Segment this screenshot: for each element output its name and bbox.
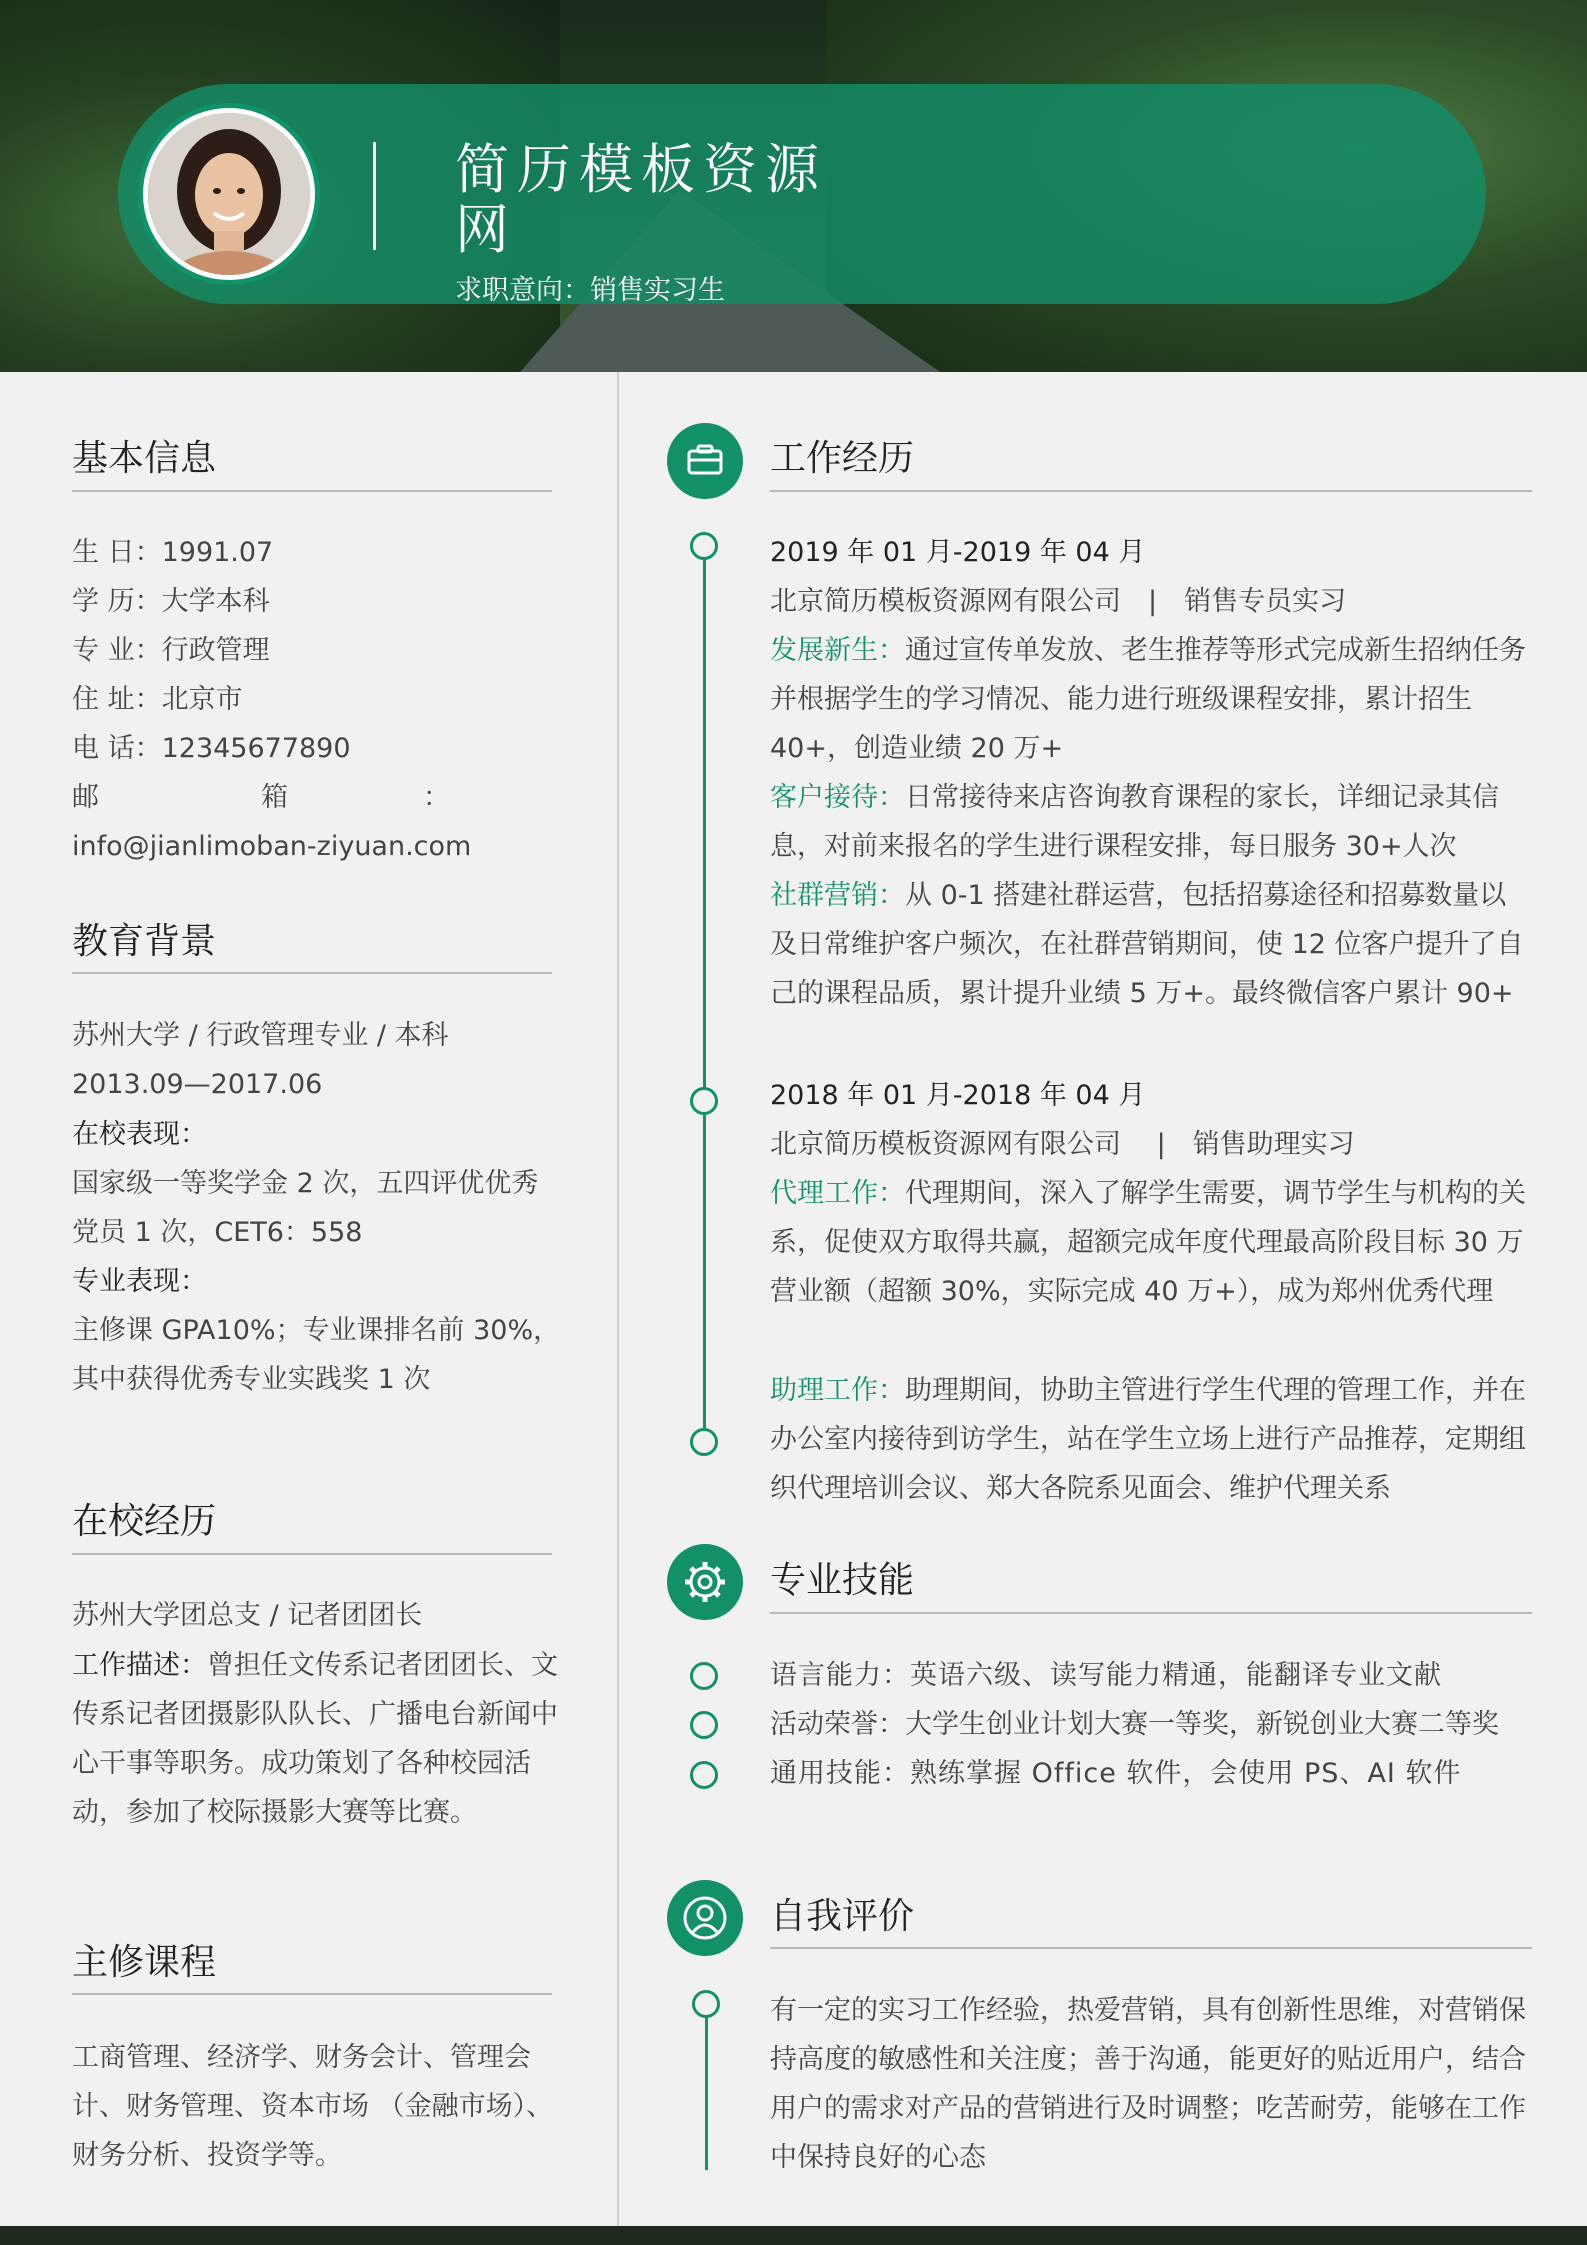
- section-divider: [72, 1993, 552, 1995]
- job1-item3-key: 社群营销：: [770, 880, 905, 911]
- section-divider: [72, 972, 552, 974]
- edu-school: 苏州大学 / 行政管理专业 / 本科: [72, 1020, 449, 1051]
- section-divider: [72, 490, 552, 492]
- basic-birth: 生 日：1991.07: [72, 537, 274, 568]
- job2-date: 2018 年 01 月-2018 年 04 月: [770, 1080, 1146, 1111]
- footer-bar: [0, 2226, 1587, 2245]
- section-divider: [72, 1553, 552, 1555]
- skill-item: 通用技能：熟练掌握 Office 软件，会使用 PS、AI 软件: [770, 1758, 1462, 1789]
- job1-item1: [770, 626, 1532, 773]
- section-divider: [770, 1947, 1532, 1949]
- portrait-image: [148, 113, 310, 275]
- job1-company: 北京简历模板资源网有限公司 | 销售专员实习: [770, 586, 1347, 617]
- timeline-dot: [692, 1990, 720, 2018]
- work-timeline: [703, 545, 706, 1445]
- section-divider: [770, 490, 1532, 492]
- skill-item: 活动荣誉：大学生创业计划大赛一等奖，新锐创业大赛二等奖: [770, 1709, 1499, 1740]
- section-title-basic: 基本信息: [72, 438, 217, 479]
- candidate-name: 简历模板资源网: [455, 138, 827, 261]
- avatar: [148, 113, 310, 275]
- skill-item: 语言能力：英语六级、读写能力精通，能翻译专业文献: [770, 1660, 1442, 1691]
- timeline-dot: [690, 1428, 718, 1456]
- skill-dot: [690, 1761, 718, 1789]
- column-divider: [617, 372, 619, 2227]
- job1-item1-key: 发展新生：: [770, 635, 905, 666]
- basic-education: 学 历：大学本科: [72, 586, 270, 617]
- job1-item1-value: 通过宣传单发放、老生推荐等形式完成新生招纳任务并根据学生的学习情况、能力进行班级课程安排，累计招生 40+，创造业绩 20 万+: [770, 635, 1526, 764]
- skill-dot: [690, 1711, 718, 1739]
- job2-item2-value: 助理期间，协助主管进行学生代理的管理工作，并在办公室内接待到访学生，站在学生立场上进行产品推荐，定期组织代理培训会议、郑大各院系见面会、维护代理关系: [770, 1375, 1526, 1504]
- job1-date: 2019 年 01 月-2019 年 04 月: [770, 537, 1146, 568]
- campus-desc: [72, 1641, 562, 1837]
- section-divider: [770, 1612, 1532, 1614]
- basic-address: 住 址：北京市: [72, 684, 243, 715]
- section-title-campus: 在校经历: [72, 1501, 217, 1542]
- campus-desc-label: 工作描述：: [72, 1650, 207, 1681]
- basic-major: 专 业：行政管理: [72, 635, 270, 666]
- job1-item2: [770, 773, 1532, 871]
- gear-icon: [667, 1544, 743, 1620]
- job1-item3-value: 从 0-1 搭建社群运营，包括招募途径和招募数量以及日常维护客户频次，在社群营销期间，使 12 位客户提升了自己的课程品质，累计提升业绩 5 万+。最终微信客户累计 90+: [770, 880, 1524, 1009]
- header-divider: [373, 142, 376, 250]
- timeline-dot: [690, 1087, 718, 1115]
- timeline-dot: [690, 532, 718, 560]
- campus-org: 苏州大学团总支 / 记者团团长: [72, 1600, 423, 1631]
- job1-item2-value: 日常接待来店咨询教育课程的家长，详细记录其信息，对前来报名的学生进行课程安排，每日服务 30+人次: [770, 782, 1499, 862]
- user-icon: [667, 1880, 743, 1956]
- section-title-education: 教育背景: [72, 921, 217, 962]
- job2-item2-key: 助理工作：: [770, 1375, 905, 1406]
- briefcase-icon: [667, 423, 743, 499]
- edu-period: 2013.09—2017.06: [72, 1069, 323, 1100]
- section-title-skills: 专业技能: [770, 1560, 915, 1601]
- job2-item1-key: 代理工作：: [770, 1178, 905, 1209]
- job2-item2: [770, 1366, 1532, 1513]
- job1-item3: [770, 871, 1532, 1018]
- section-title-self: 自我评价: [770, 1896, 915, 1937]
- self-text: 有一定的实习工作经验，热爱营销，具有创新性思维，对营销保持高度的敏感性和关注度；善于沟通，能更好的贴近用户，结合用户的需求对产品的营销进行及时调整；吃苦耐劳，能够在工作中保持良好的心态: [770, 1995, 1526, 2173]
- self-timeline: [705, 2012, 708, 2170]
- edu-perf2: 主修课 GPA10%；专业课排名前 30%，其中获得优秀专业实践奖 1 次: [72, 1315, 561, 1395]
- job2-item1-value: 代理期间，深入了解学生需要，调节学生与机构的关系，促使双方取得共赢，超额完成年度代理最高阶段目标 30 万营业额（超额 30%，实际完成 40 万+），成为郑州优秀代理: [770, 1178, 1526, 1307]
- courses-text: 工商管理、经济学、财务会计、管理会计、财务管理、资本市场 （金融市场）、财务分析、投资学等。: [72, 2042, 554, 2171]
- job2-item1: [770, 1169, 1532, 1316]
- edu-perf2-label: 专业表现：: [72, 1266, 207, 1297]
- edu-perf1-label: 在校表现：: [72, 1119, 207, 1150]
- basic-email-label: 邮 箱 ：: [72, 782, 450, 813]
- section-title-work: 工作经历: [770, 438, 915, 479]
- basic-email: info@jianlimoban-ziyuan.com: [72, 831, 472, 862]
- job1-item2-key: 客户接待：: [770, 782, 905, 813]
- basic-phone: 电 话：12345677890: [72, 733, 351, 764]
- edu-perf1: 国家级一等奖学金 2 次，五四评优优秀党员 1 次，CET6：558: [72, 1168, 539, 1248]
- campus-desc-text: 曾担任文传系记者团团长、文传系记者团摄影队队长、广播电台新闻中心干事等职务。成功策划了各种校园活动，参加了校际摄影大赛等比赛。: [72, 1650, 558, 1828]
- job-intent: 求职意向：销售实习生: [455, 275, 725, 306]
- skill-dot: [690, 1662, 718, 1690]
- section-title-courses: 主修课程: [72, 1942, 217, 1983]
- job2-company: 北京简历模板资源网有限公司 | 销售助理实习: [770, 1129, 1355, 1160]
